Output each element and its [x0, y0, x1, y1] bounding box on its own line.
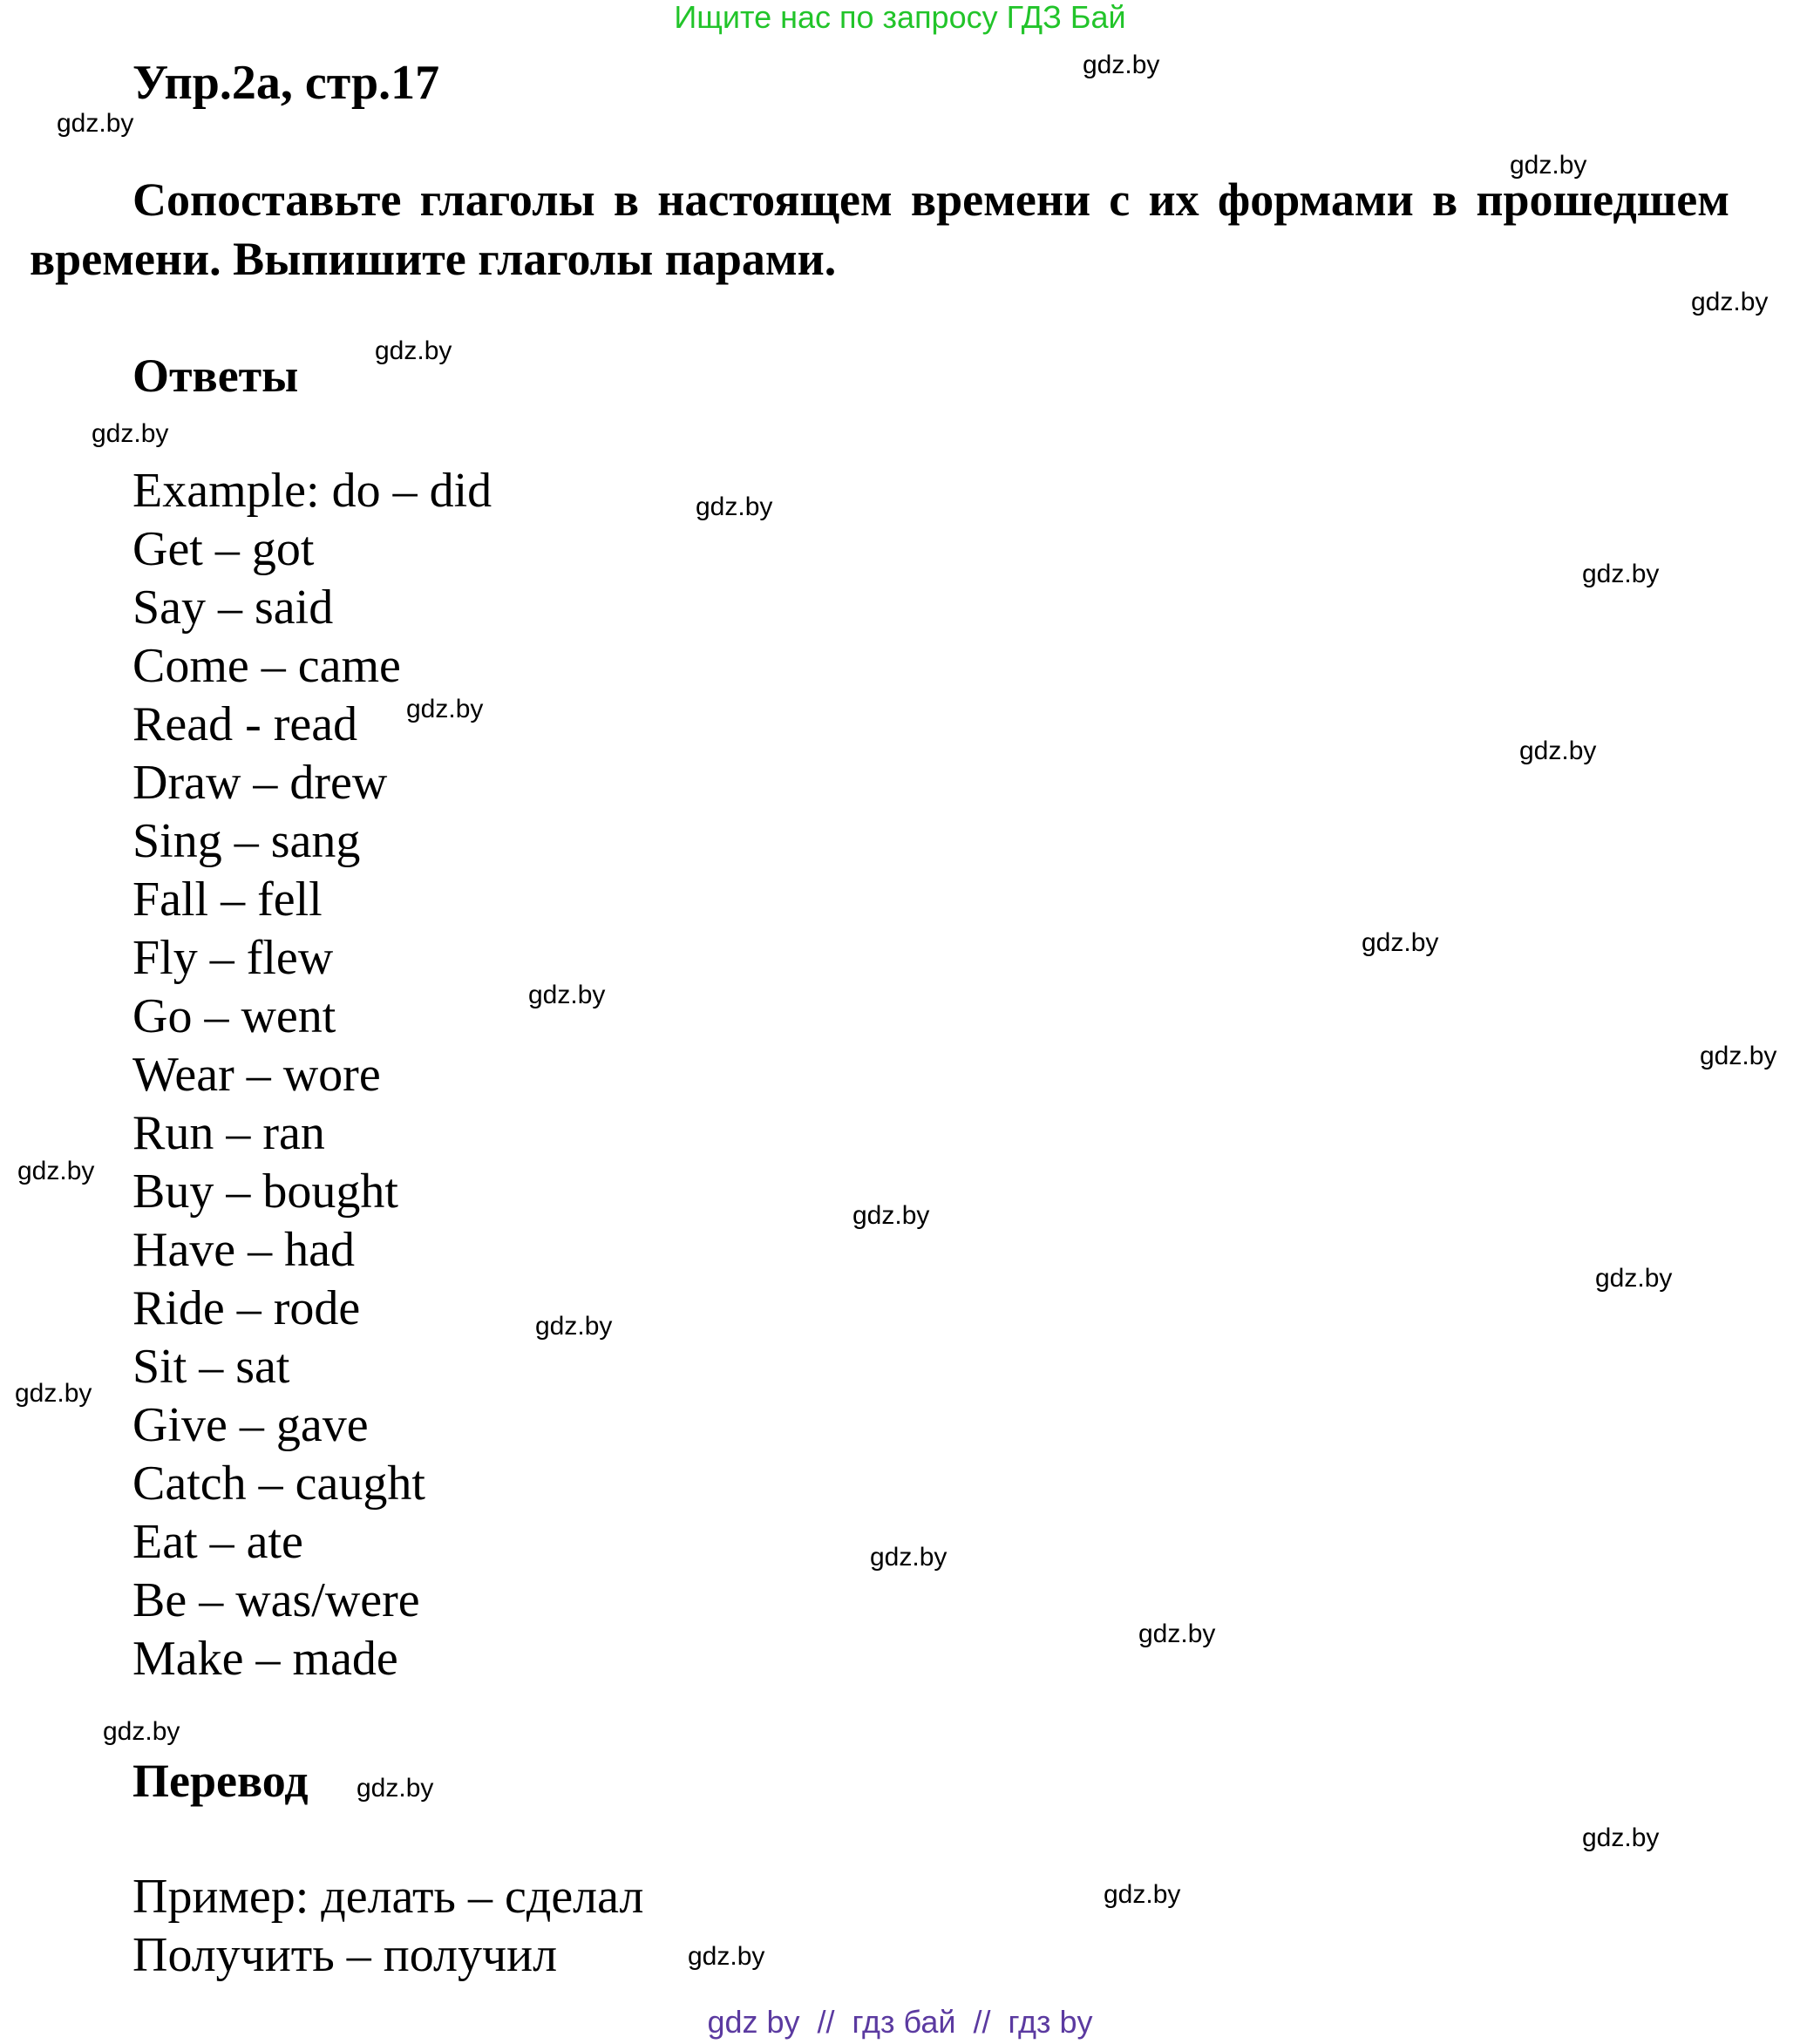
watermark: gdz.by — [528, 981, 606, 1009]
answer-item: Be – was/were — [132, 1573, 420, 1627]
answer-item: Fall – fell — [132, 873, 323, 927]
answer-item: Eat – ate — [132, 1515, 303, 1569]
translation-item: Получить – получил — [132, 1928, 558, 1982]
answer-item: Give – gave — [132, 1398, 369, 1452]
watermark: gdz.by — [17, 1157, 95, 1185]
watermark: gdz.by — [1362, 928, 1439, 957]
exercise-title: Упр.2а, стр.17 — [132, 56, 440, 110]
watermark: gdz.by — [1104, 1880, 1181, 1909]
watermark: gdz.by — [375, 336, 452, 365]
watermark: gdz.by — [688, 1942, 765, 1971]
answers-heading: Ответы — [132, 350, 299, 402]
answer-item: Say – said — [132, 581, 334, 635]
answer-item: Buy – bought — [132, 1165, 398, 1219]
answer-item: Go – went — [132, 989, 336, 1043]
watermark: gdz.by — [870, 1543, 948, 1572]
answer-item: Draw – drew — [132, 756, 388, 810]
translation-item: Пример: делать – сделал — [132, 1870, 644, 1924]
answer-item: Come – came — [132, 639, 401, 693]
watermark: gdz.by — [57, 109, 134, 138]
answer-item: Make – made — [132, 1632, 398, 1686]
footer-links: gdz by // гдз бай // гдз by — [707, 2004, 1093, 2040]
watermark: gdz.by — [535, 1312, 613, 1341]
translation-list — [132, 1868, 643, 1985]
watermark: gdz.by — [15, 1379, 92, 1408]
watermark: gdz.by — [1083, 51, 1160, 79]
watermark: gdz.by — [92, 419, 169, 448]
watermark: gdz.by — [103, 1717, 180, 1746]
watermark: gdz.by — [1582, 560, 1660, 588]
watermark: gdz.by — [852, 1201, 930, 1230]
top-banner: Ищите нас по запросу ГДЗ Бай — [674, 0, 1126, 35]
watermark: gdz.by — [1510, 151, 1587, 180]
answer-item: Catch – caught — [132, 1457, 425, 1511]
answer-item: Example: do – did — [132, 464, 492, 518]
answer-item: Ride – rode — [132, 1281, 361, 1335]
answer-item: Have – had — [132, 1223, 356, 1277]
watermark: gdz.by — [357, 1774, 434, 1803]
answer-item: Fly – flew — [132, 931, 334, 985]
answer-item: Get – got — [132, 522, 315, 576]
watermark: gdz.by — [1691, 288, 1769, 316]
answer-item: Run – ran — [132, 1106, 325, 1160]
translation-heading: Перевод — [132, 1755, 309, 1807]
watermark: gdz.by — [696, 492, 773, 521]
answer-item: Sit – sat — [132, 1340, 290, 1394]
answer-item: Read - read — [132, 697, 358, 751]
watermark: gdz.by — [1595, 1264, 1673, 1293]
watermark: gdz.by — [406, 695, 484, 723]
answers-list — [132, 462, 492, 1688]
watermark: gdz.by — [1519, 737, 1597, 765]
watermark: gdz.by — [1138, 1620, 1216, 1648]
watermark: gdz.by — [1582, 1823, 1660, 1852]
task-text: Сопоставьте глаголы в настоящем времени с их формами в прошедшем времени. Выпишите глаголы парами. — [30, 173, 1729, 285]
watermark: gdz.by — [1700, 1042, 1777, 1070]
answer-item: Sing – sang — [132, 814, 361, 868]
answer-item: Wear – wore — [132, 1048, 381, 1102]
